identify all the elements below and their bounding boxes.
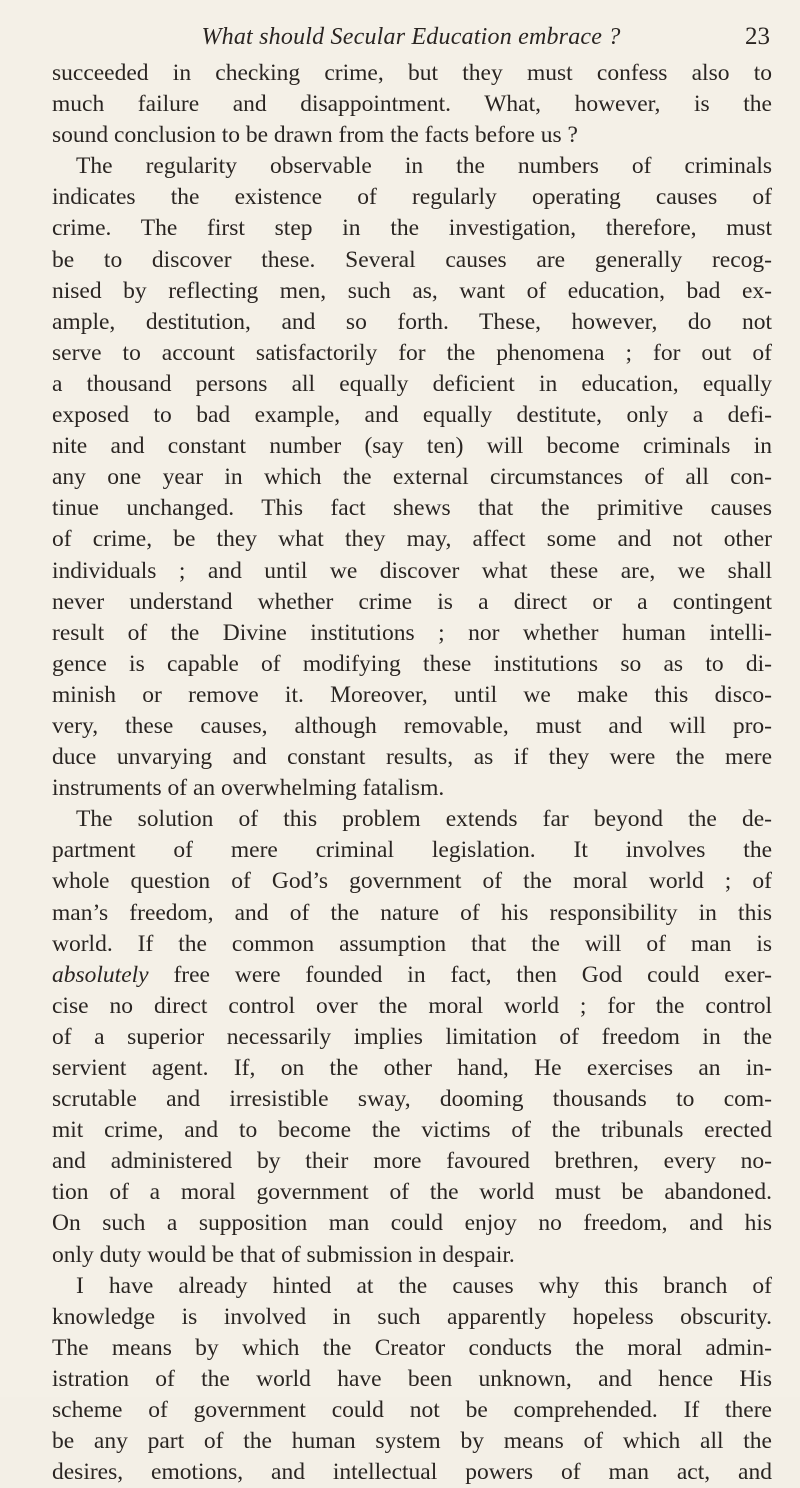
text-line: sound conclusion to be drawn from the facts before us ? bbox=[52, 122, 578, 149]
text-line: any one year in which the external circumstances of all con- bbox=[52, 464, 772, 491]
text-line: world. If the common assumption that the will of man is bbox=[52, 930, 772, 957]
text-line: ample, destitution, and so forth. These, however, do not bbox=[52, 308, 772, 335]
text-line: The means by which the Creator conducts the moral admin- bbox=[52, 1334, 772, 1361]
text-line: and administered by their more favoured brethren, every no- bbox=[52, 1148, 772, 1175]
text-line: result of the Divine institutions ; nor whether human intelli- bbox=[52, 619, 772, 646]
text-line: instruments of an overwhelming fatalism. bbox=[52, 775, 445, 802]
text-line: never understand whether crime is a direct or a contingent bbox=[52, 588, 772, 615]
text-line: duce unvarying and constant results, as if they were the mere bbox=[52, 744, 772, 771]
text-line: tinue unchanged. This fact shews that the primitive causes bbox=[52, 495, 772, 522]
running-head bbox=[52, 20, 770, 56]
text-line: succeeded in checking crime, but they must confess also to bbox=[52, 60, 772, 86]
text-line: of crime, be they what they may, affect some and not other bbox=[52, 526, 772, 553]
text-line: be to discover these. Several causes are generally recog- bbox=[52, 246, 772, 273]
text-line: of a superior necessarily implies limitation of freedom in the bbox=[52, 1023, 772, 1050]
paragraph-start-line: The solution of this problem extends far beyond the de- bbox=[76, 806, 772, 833]
running-title: What should Secular Education embrace ? bbox=[201, 24, 621, 50]
text-line: scrutable and irresistible sway, dooming thousands to com- bbox=[52, 1086, 772, 1113]
text-line: scheme of government could not be comprehended. If there bbox=[52, 1397, 772, 1424]
text-line: indicates the existence of regularly operating causes of bbox=[52, 184, 772, 211]
text-line: gence is capable of modifying these institutions so as to di- bbox=[52, 650, 772, 677]
body-text bbox=[52, 58, 772, 1488]
text-line: tion of a moral government of the world must be abandoned. bbox=[52, 1179, 772, 1206]
text-line: cise no direct control over the moral world ; for the control bbox=[52, 992, 772, 1019]
paragraph-start-line: The regularity observable in the numbers of criminals bbox=[76, 153, 772, 180]
text-line: mit crime, and to become the victims of the tribunals erected bbox=[52, 1117, 772, 1144]
text-line: only duty would be that of submission in despair. bbox=[52, 1241, 515, 1268]
text-line: servient agent. If, on the other hand, He exercises an in- bbox=[52, 1055, 772, 1081]
text-line: partment of mere criminal legislation. It involves the bbox=[52, 837, 772, 864]
text-line: be any part of the human system by means of which all the bbox=[52, 1428, 772, 1455]
text-line: desires, emotions, and intellectual powers of man act, and bbox=[52, 1459, 772, 1486]
text-line: individuals ; and until we discover what these are, we shall bbox=[52, 557, 772, 584]
text-line: nised by reflecting men, such as, want of education, bad ex- bbox=[52, 277, 772, 304]
text-line: On such a supposition man could enjoy no freedom, and his bbox=[52, 1210, 772, 1237]
text-line: minish or remove it. Moreover, until we make this disco- bbox=[52, 681, 772, 708]
line-rest: free were founded in fact, then God could exer- bbox=[148, 961, 772, 988]
text-line: much failure and disappointment. What, however, is the bbox=[52, 91, 772, 118]
text-line-with-italic bbox=[52, 960, 772, 991]
text-line: exposed to bad example, and equally destitute, only a defi- bbox=[52, 402, 772, 429]
text-line: nite and constant number (say ten) will become criminals in bbox=[52, 433, 772, 460]
text-line: crime. The first step in the investigation, therefore, must bbox=[52, 215, 772, 242]
text-line: knowledge is involved in such apparently hopeless obscurity. bbox=[52, 1303, 772, 1330]
text-line: serve to account satisfactorily for the phenomena ; for out of bbox=[52, 339, 772, 366]
text-line: istration of the world have been unknown, and hence His bbox=[52, 1365, 772, 1392]
page-number: 23 bbox=[745, 23, 770, 50]
paragraph-start-line: I have already hinted at the causes why this branch of bbox=[76, 1272, 772, 1299]
text-line: whole question of God’s government of the moral world ; of bbox=[52, 868, 772, 895]
italic-word: absolutely bbox=[52, 961, 149, 988]
text-line: very, these causes, although removable, must and will pro- bbox=[52, 712, 772, 739]
text-line: a thousand persons all equally deficient in education, equally bbox=[52, 370, 772, 397]
text-line: man’s freedom, and of the nature of his responsibility in this bbox=[52, 899, 772, 926]
